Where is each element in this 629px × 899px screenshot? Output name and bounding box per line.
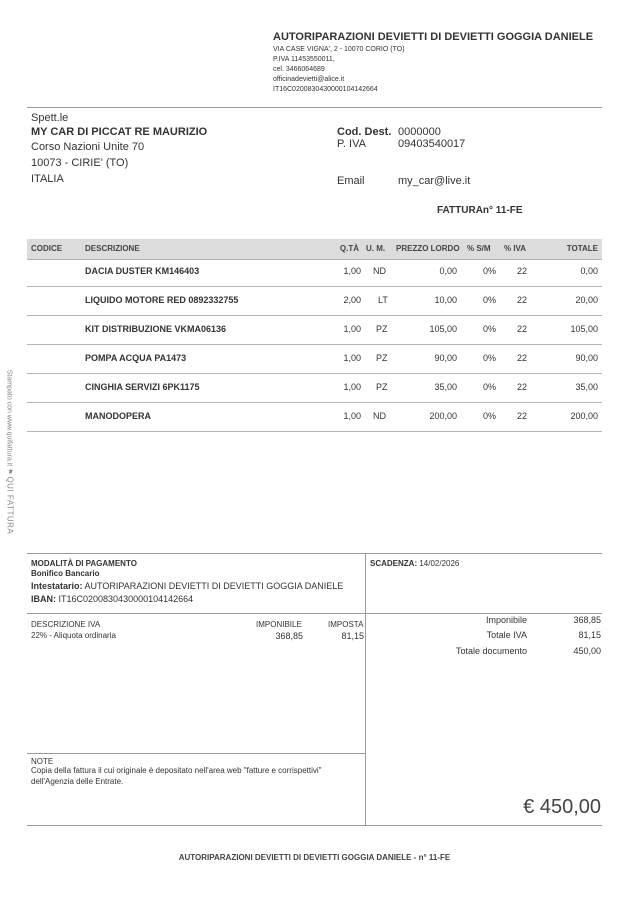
customer-greeting: Spett.le: [31, 112, 69, 124]
row-description: DACIA DUSTER KM146403: [85, 266, 200, 276]
row-description: KIT DISTRIBUZIONE VKMA06136: [85, 324, 227, 334]
vat-desc: 22% - Aliquota ordinaria: [31, 631, 116, 640]
totals-vat-value: 81,15: [578, 630, 601, 640]
row-total: 35,00: [575, 382, 598, 392]
vat-taxable-header: IMPONIBILE: [256, 620, 302, 629]
invoice-number: [437, 205, 523, 216]
col-qty: Q.TÀ: [339, 244, 359, 253]
payment-holder-value: AUTORIPARAZIONI DEVIETTI DI DEVIETTI GOGGIA DANIELE: [84, 581, 344, 591]
col-price: PREZZO LORDO: [396, 244, 460, 253]
payment-iban-label: IBAN:: [31, 594, 56, 604]
row-description: CINGHIA SERVIZI 6PK1175: [85, 382, 200, 392]
invoice-number-value: n° 11-FE: [482, 205, 523, 216]
row-description: POMPA ACQUA PA1473: [85, 353, 187, 363]
notes-top-divider: [27, 753, 365, 754]
row-vat: 22: [516, 266, 527, 276]
email-value: my_car@live.it: [398, 175, 471, 187]
row-discount: 0%: [482, 382, 496, 392]
table-row: [27, 344, 602, 374]
row-price: 0,00: [439, 266, 457, 276]
side-stamp-brand: QUI FATTURA: [5, 476, 15, 535]
row-um: PZ: [376, 382, 388, 392]
payment-holder: [31, 581, 343, 591]
table-row: [27, 402, 602, 432]
col-discount: % S/M: [467, 244, 491, 253]
bottom-divider: [27, 825, 602, 826]
customer-address: Corso Nazioni Unite 70: [31, 141, 145, 153]
piva-label: P. IVA: [337, 138, 366, 150]
row-qty: 2,00: [343, 295, 361, 305]
row-price: 200,00: [429, 411, 457, 421]
vat-taxable: 368,85: [275, 631, 303, 641]
row-vat: 22: [516, 353, 527, 363]
row-um: PZ: [376, 324, 388, 334]
row-total: 90,00: [575, 353, 598, 363]
row-total: 105,00: [570, 324, 598, 334]
row-qty: 1,00: [343, 324, 361, 334]
totals-taxable-value: 368,85: [573, 615, 601, 625]
seller-iban: IT16C0200830430000104142664: [273, 86, 378, 93]
seller-vat: P.IVA 11453550011,: [273, 56, 335, 63]
payment-title: MODALITÀ DI PAGAMENTO: [31, 559, 137, 568]
table-row: [27, 286, 602, 316]
side-stamp-text: Stampato con www.quifattura.it: [5, 369, 13, 467]
invoice-label: FATTURA: [437, 205, 483, 216]
totals-taxable-label: Imponibile: [485, 615, 527, 625]
totals-doc-label: Totale documento: [455, 646, 527, 656]
row-price: 90,00: [434, 353, 457, 363]
table-row: [27, 257, 602, 287]
seller-phone: cel. 3466064689: [273, 66, 325, 73]
customer-name: MY CAR DI PICCAT RE MAURIZIO: [31, 126, 208, 138]
row-discount: 0%: [482, 353, 496, 363]
seller-address: VIA CASE VIGNA', 2 - 10070 CORIO (TO): [273, 46, 405, 53]
table-row: [27, 373, 602, 403]
row-discount: 0%: [482, 295, 496, 305]
row-um: PZ: [376, 353, 388, 363]
row-price: 35,00: [434, 382, 457, 392]
col-vat: % IVA: [504, 244, 527, 253]
vertical-divider: [365, 553, 366, 825]
header-divider: [27, 107, 602, 108]
payment-holder-label: Intestatario:: [31, 581, 83, 591]
row-um: LT: [378, 295, 388, 305]
payment-top-divider: [27, 553, 602, 554]
seller-email: officinadevietti@alice.it: [273, 76, 345, 83]
row-discount: 0%: [482, 324, 496, 334]
vat-tax-header: IMPOSTA: [328, 620, 364, 629]
row-vat: 22: [516, 295, 527, 305]
quifattura-logo-icon: ⚑: [5, 468, 13, 475]
row-total: 0,00: [580, 266, 598, 276]
due-date-label: SCADENZA:: [370, 559, 418, 568]
row-qty: 1,00: [343, 382, 361, 392]
footer-separator: -: [411, 853, 419, 862]
col-description: DESCRIZIONE: [85, 244, 140, 253]
row-vat: 22: [516, 324, 527, 334]
col-um: U. M.: [366, 244, 386, 253]
payment-method: Bonifico Bancario: [31, 569, 100, 578]
row-description: LIQUIDO MOTORE RED 0892332755: [85, 295, 239, 305]
seller-name: AUTORIPARAZIONI DEVIETTI DI DEVIETTI GOGGIA DANIELE: [273, 31, 594, 43]
customer-country: ITALIA: [31, 173, 64, 185]
payment-iban: [31, 594, 193, 604]
row-description: MANODOPERA: [85, 411, 152, 421]
row-qty: 1,00: [343, 353, 361, 363]
row-discount: 0%: [482, 266, 496, 276]
side-stamp: [6, 370, 15, 534]
row-um: ND: [373, 411, 386, 421]
notes-title: NOTE: [31, 757, 54, 766]
totals-doc-value: 450,00: [573, 646, 601, 656]
vat-tax: 81,15: [341, 631, 364, 641]
payment-iban-value: IT16C0200830430000104142664: [58, 594, 194, 604]
cod-dest-label: Cod. Dest.: [337, 126, 392, 138]
table-row: [27, 315, 602, 345]
row-qty: 1,00: [343, 411, 361, 421]
row-um: ND: [373, 266, 386, 276]
due-date: [370, 559, 459, 568]
row-total: 200,00: [570, 411, 598, 421]
row-discount: 0%: [482, 411, 496, 421]
vat-desc-header: DESCRIZIONE IVA: [31, 620, 101, 629]
grand-total: € 450,00: [523, 796, 601, 818]
col-total: TOTALE: [566, 244, 598, 253]
totals-vat-label: Totale IVA: [486, 630, 527, 640]
row-vat: 22: [516, 382, 527, 392]
footer-company: AUTORIPARAZIONI DEVIETTI DI DEVIETTI GOGGIA DANIELE: [178, 853, 412, 862]
due-date-value: 14/02/2026: [419, 559, 460, 568]
email-label: Email: [337, 175, 365, 187]
piva-value: 09403540017: [398, 138, 466, 150]
col-code: CODICE: [31, 244, 63, 253]
customer-city: 10073 - CIRIE' (TO): [31, 157, 129, 169]
row-total: 20,00: [575, 295, 598, 305]
notes-line-2: dell'Agenzia delle Entrate.: [31, 777, 124, 786]
row-price: 105,00: [429, 324, 457, 334]
row-vat: 22: [516, 411, 527, 421]
cod-dest-value: 0000000: [398, 126, 441, 138]
row-price: 10,00: [434, 295, 457, 305]
footer: [0, 853, 629, 862]
notes-line-1: Copia della fattura il cui originale è depositato nell'area web "fatture e corrispettivi": [31, 766, 322, 775]
payment-bottom-divider: [27, 613, 602, 614]
footer-number: n° 11-FE: [418, 853, 451, 862]
row-qty: 1,00: [343, 266, 361, 276]
